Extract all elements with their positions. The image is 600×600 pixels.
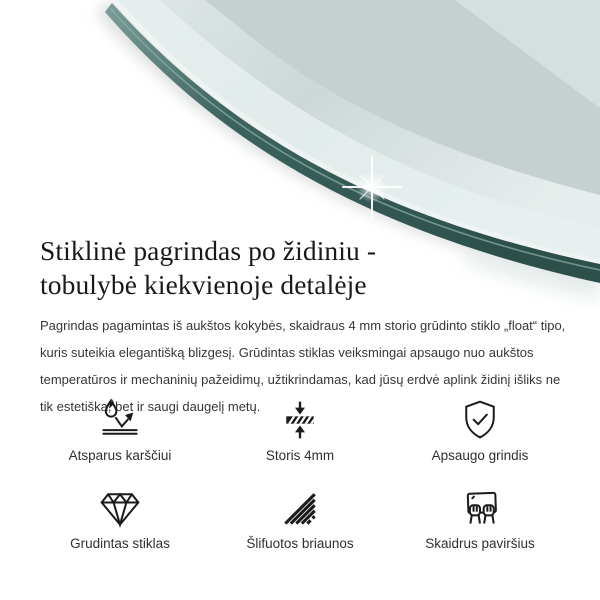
feature-label: Apsaugo grindis: [431, 448, 529, 463]
features-grid: [30, 398, 570, 560]
feature-label: Skaidrus paviršius: [425, 536, 535, 551]
page-title: [40, 234, 560, 302]
hatched-edge-icon: [278, 486, 322, 530]
feature-label: Šlifuotos briaunos: [246, 536, 354, 551]
feature-clear-surface: [390, 486, 570, 560]
thickness-arrows-icon: [278, 398, 322, 442]
feature-heat-resistant: [30, 398, 210, 472]
page-title-line1: Stiklinė pagrindas po židiniu -: [40, 235, 377, 266]
feature-label: Grudintas stiklas: [70, 536, 170, 551]
feature-tempered-glass: [30, 486, 210, 560]
feature-polished-edges: [210, 486, 390, 560]
hands-on-glass-icon: [458, 486, 502, 530]
feature-label: Atsparus karščiui: [68, 448, 172, 463]
shield-check-icon: [458, 398, 502, 442]
feature-label: Storis 4mm: [265, 448, 335, 463]
flame-bounce-arrow-icon: [98, 398, 142, 442]
product-description: Pagrindas pagamintas iš aukštos kokybės, skaidraus 4 mm storio grūdinto stiklo „float“ tipo, kuris suteikia elegantišką blizgesį. Grūdintas stiklas veiksmingai apsaugo nuo aukštos temperatūros ir mechaninių pažeidimų, užtikrindamas, kad jūsų erdvė aplink židinį išliks ne tik estetiška, bet ir saugi daugelį metų.: [40, 318, 566, 414]
feature-thickness: [210, 398, 390, 472]
sparkle-icon: [298, 191, 324, 219]
page-title-line2: tobulybė kiekvienoje detalėje: [40, 269, 367, 300]
feature-floor-protection: [390, 398, 570, 472]
diamond-icon: [98, 486, 142, 530]
